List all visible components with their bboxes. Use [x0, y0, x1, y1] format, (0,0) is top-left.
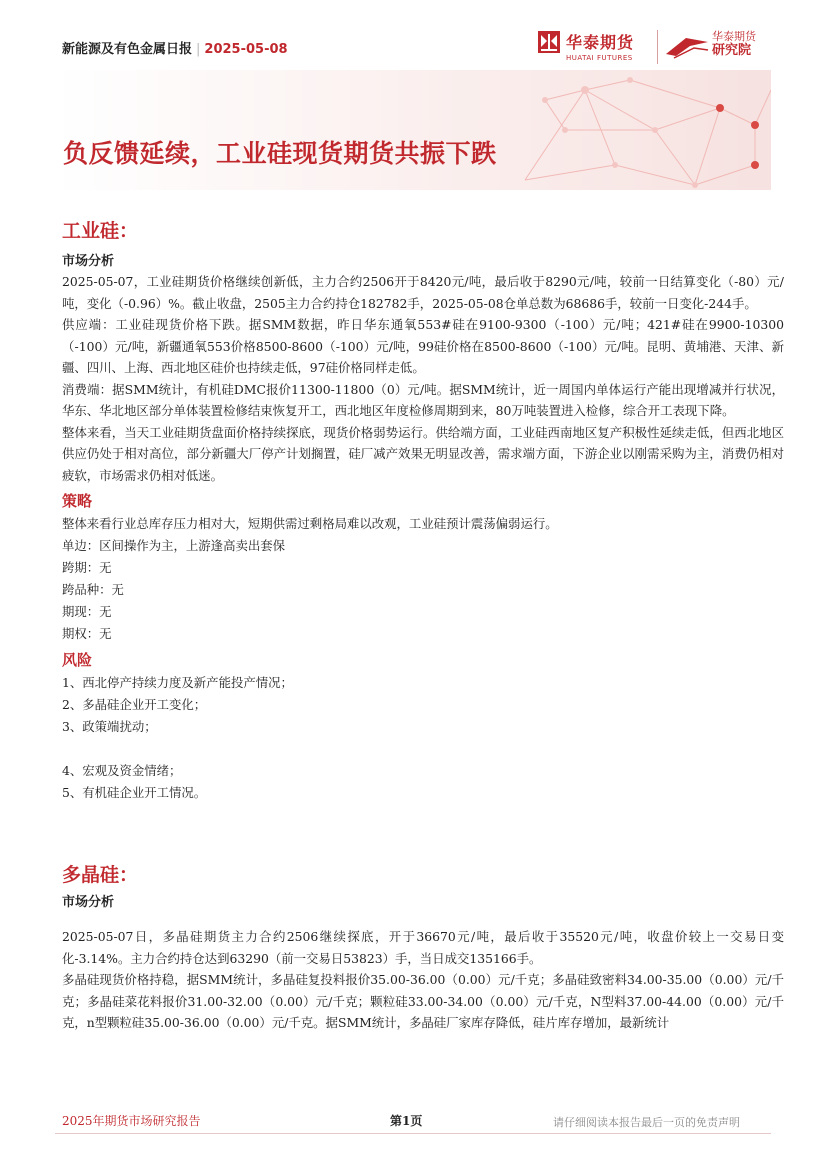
- market-paragraph: 供应端：工业硅现货价格下跌。据SMM数据，昨日华东通氧553#硅在9100-9300（-100）元/吨；421#硅在9900-10300（-100）元/吨，新疆通氧553价格8500-8600（-100）元/吨，99硅价格在8500-8600（-100）元/吨。昆明、黄埔港、天津、新疆、四川、上海、西北地区硅价也持续走低，97硅价格同样走低。: [62, 317, 784, 375]
- market-paragraph: 2025-05-07日，多晶硅期货主力合约2506继续探底，开于36670元/吨，最后收于35520元/吨，收盘价较上一交易日变化-3.14%。主力合约持仓达到63290（前一交易日53823）手，当日成交135166手。: [62, 929, 784, 966]
- institute-line2: 研究院: [712, 43, 752, 58]
- industrial-silicon-section: [62, 216, 784, 804]
- banner-network-graphic: [55, 70, 771, 190]
- banner-title: 负反馈延续，工业硅现货期货共振下跌: [63, 139, 497, 168]
- risk-heading: 风险: [62, 651, 93, 669]
- strategy-line: 期现：无: [62, 604, 112, 619]
- institute-name: [712, 30, 756, 58]
- strategy-summary: 整体来看行业总库存压力相对大，短期供需过剩格局难以改观，工业硅预计震荡偏弱运行。: [62, 516, 558, 531]
- polysilicon-section: [62, 860, 784, 1034]
- risk-item: 3、政策端扰动；: [62, 719, 157, 734]
- market-analysis-heading: 市场分析: [62, 895, 115, 910]
- logo-divider: [657, 30, 658, 64]
- logo-chinese: 华泰期货: [566, 33, 635, 52]
- report-name: [62, 38, 288, 57]
- company-logo-text: [566, 30, 634, 62]
- institute-line1: 华泰期货: [712, 30, 756, 43]
- risk-item: 2、多晶硅企业开工变化；: [62, 697, 207, 712]
- market-paragraph: 多晶硅现货价格持稳，据SMM统计，多晶硅复投料报价35.00-36.00（0.00）元/千克；多晶硅致密料34.00-35.00（0.00）元/千克；多晶硅菜花料报价31.00-32.00（0.00）元/千克；颗粒硅33.00-34.00（0.00）元/千克，N型料37.00-44.00（0.00）元/千克，n型颗粒硅35.00-36.00（0.00）元/千克。据SMM统计，多晶硅厂家库存降低，硅片库存增加，最新统计: [62, 972, 784, 1030]
- page-header: [0, 0, 826, 70]
- strategy-line: 单边：区间操作为主，上游逢高卖出套保: [62, 538, 286, 553]
- strategy-line: 期权：无: [62, 626, 112, 641]
- risk-item: 5、有机硅企业开工情况。: [62, 785, 207, 800]
- market-analysis-heading: 市场分析: [62, 254, 115, 269]
- risk-item: 1、西北停产持续力度及新产能投产情况；: [62, 675, 293, 690]
- risk-item: 4、宏观及资金情绪；: [62, 763, 182, 778]
- institute-logo-icon: [664, 32, 710, 60]
- title-banner: [55, 70, 771, 190]
- strategy-line: 跨品种：无: [62, 582, 124, 597]
- footer-page-number: 第1页: [390, 1114, 423, 1128]
- industrial-silicon-title: 工业硅：: [62, 220, 139, 242]
- footer-divider: [55, 1133, 771, 1134]
- market-paragraph: 消费端：据SMM统计，有机硅DMC报价11300-11800（0）元/吨。据SMM统计，近一周国内单体运行产能出现增减并行状况，华东、华北地区部分单体装置检修结束恢复开工，西北地区年度检修周期到来，80万吨装置进入检修，综合开工表现下降。: [62, 381, 784, 418]
- market-paragraph: 2025-05-07，工业硅期货价格继续创新低，主力合约2506开于8420元/吨，最后收于8290元/吨，较前一日结算变化（-80）元/吨，变化（-0.96）%。截止收盘，2505主力合约持仓182782手，2025-05-08仓单总数为68686手，较前一日变化-244手。: [62, 274, 784, 311]
- footer-report-label: 2025年期货市场研究报告: [62, 1114, 201, 1128]
- report-body: [62, 196, 784, 1034]
- report-separator: |: [196, 42, 201, 57]
- polysilicon-title: 多晶硅：: [62, 864, 139, 886]
- strategy-line: 跨期：无: [62, 560, 112, 575]
- report-date: 2025-05-08: [204, 42, 288, 57]
- footer-disclaimer: 请仔细阅读本报告最后一页的免责声明: [553, 1116, 740, 1129]
- report-title: 新能源及有色金属日报: [62, 42, 193, 57]
- huatai-logo-icon: [538, 31, 560, 53]
- strategy-heading: 策略: [62, 492, 93, 510]
- logo-english: HUATAI FUTURES: [566, 54, 633, 62]
- market-paragraph: 整体来看，当天工业硅期货盘面价格持续探底，现货价格弱势运行。供给端方面，工业硅西南地区复产积极性延续走低，但西北地区供应仍处于相对高位，部分新疆大厂停产计划搁置，硅厂减产效果无明显改善，需求端方面，下游企业以刚需采购为主，消费仍相对疲软，市场需求仍相对低迷。: [62, 424, 784, 483]
